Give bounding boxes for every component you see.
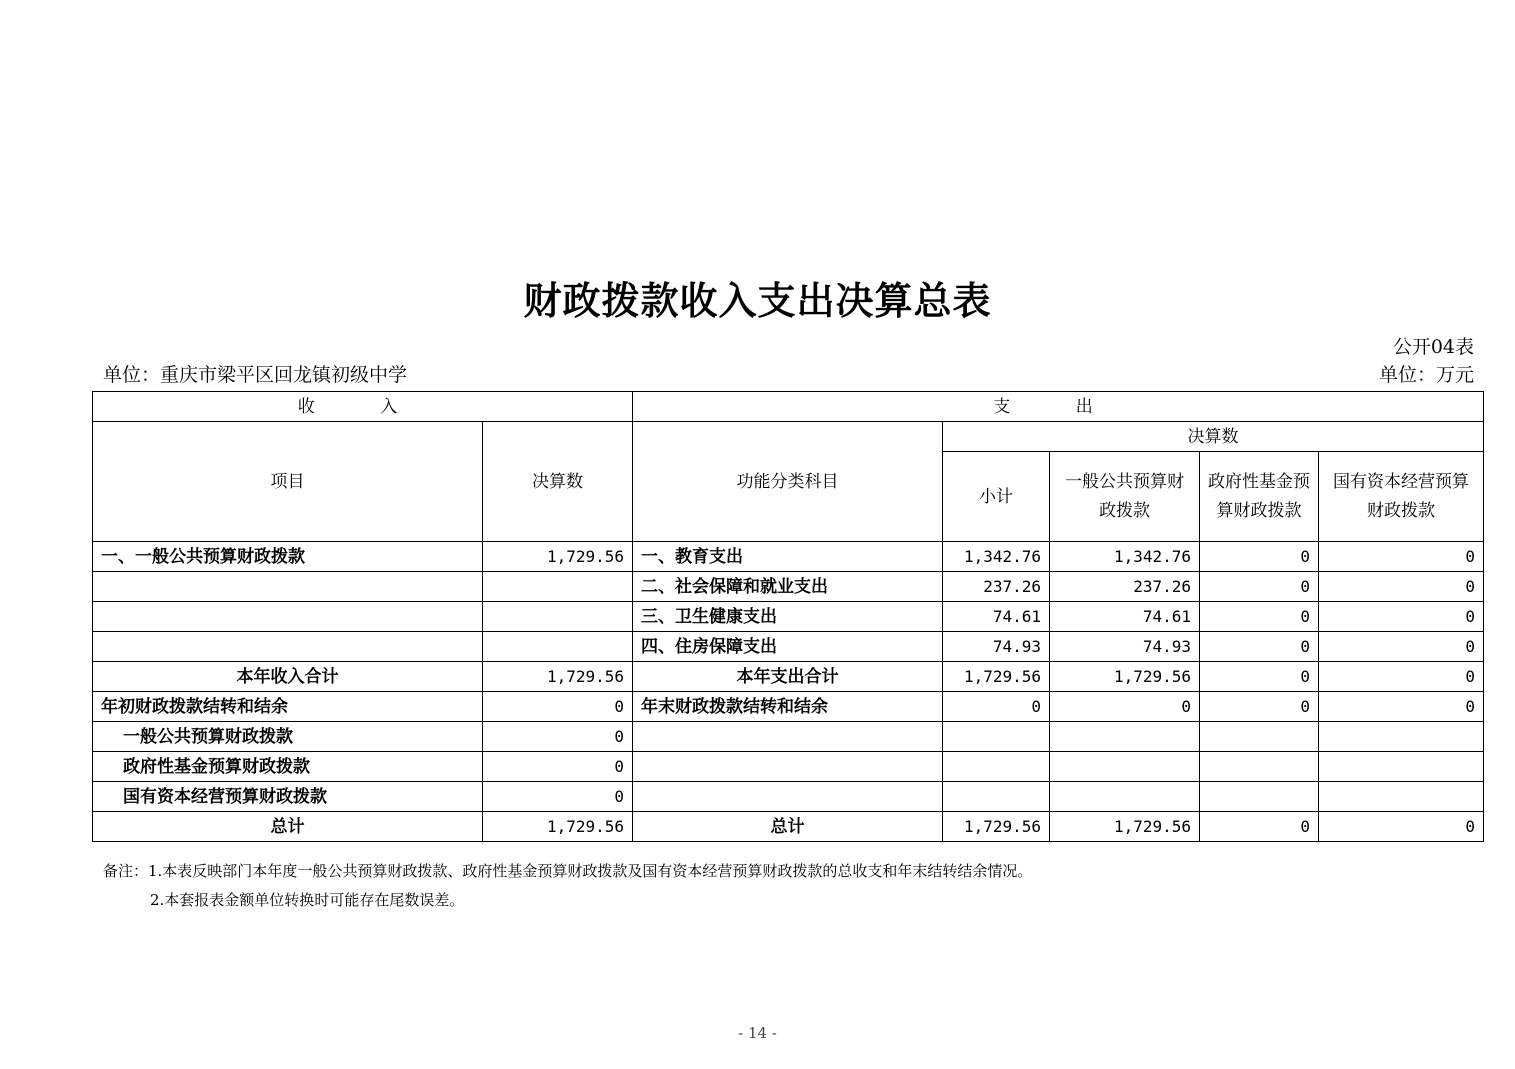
- amount-header: 决算数: [483, 422, 633, 542]
- expense-item: [633, 782, 943, 812]
- table-row: [93, 632, 1484, 662]
- expense-subtotal: 0: [943, 692, 1050, 722]
- income-amount: 1,729.56: [483, 542, 633, 572]
- expense-subtotal: 1,729.56: [943, 812, 1050, 842]
- expense-general: 74.93: [1050, 632, 1200, 662]
- expense-capital: 0: [1319, 662, 1484, 692]
- expense-capital: [1319, 722, 1484, 752]
- expense-subtotal: 1,342.76: [943, 542, 1050, 572]
- expense-capital: 0: [1319, 542, 1484, 572]
- income-item: [93, 602, 483, 632]
- expense-subtotal: [943, 752, 1050, 782]
- unit-currency: 单位：万元: [1378, 364, 1474, 386]
- expense-fund: [1200, 722, 1319, 752]
- item-header: 项目: [93, 422, 483, 542]
- income-item: [93, 572, 483, 602]
- expense-capital: 0: [1319, 692, 1484, 722]
- expense-subtotal: [943, 782, 1050, 812]
- income-item: 年初财政拨款结转和结余: [93, 692, 483, 722]
- expense-general: 74.61: [1050, 602, 1200, 632]
- expense-fund: 0: [1200, 602, 1319, 632]
- expense-subtotal: [943, 722, 1050, 752]
- unit-organization: 单位：重庆市梁平区回龙镇初级中学: [103, 364, 408, 386]
- notes: [103, 857, 1032, 915]
- expense-item: 一、教育支出: [633, 542, 943, 572]
- income-item: 一般公共预算财政拨款: [93, 722, 483, 752]
- table-row: [93, 752, 1484, 782]
- subtotal-header: 小计: [943, 452, 1050, 542]
- income-amount: 0: [483, 722, 633, 752]
- expense-capital: 0: [1319, 812, 1484, 842]
- expense-general: [1050, 782, 1200, 812]
- income-item: 一、一般公共预算财政拨款: [93, 542, 483, 572]
- header-row-1: [93, 392, 1484, 422]
- gov-fund-header: 政府性基金预算财政拨款: [1200, 452, 1319, 542]
- table-row: [93, 722, 1484, 752]
- expense-capital: 0: [1319, 572, 1484, 602]
- table-row-total: [93, 812, 1484, 842]
- income-item: [93, 632, 483, 662]
- note-2: 2.本套报表金额单位转换时可能存在尾数误差。: [150, 891, 465, 909]
- expense-capital: [1319, 782, 1484, 812]
- income-amount: 0: [483, 752, 633, 782]
- expense-fund: 0: [1200, 692, 1319, 722]
- expense-item: 总计: [633, 812, 943, 842]
- general-budget-header: 一般公共预算财政拨款: [1050, 452, 1200, 542]
- expense-subtotal: 237.26: [943, 572, 1050, 602]
- expense-fund: [1200, 782, 1319, 812]
- header-row-2: [93, 422, 1484, 452]
- expense-capital: 0: [1319, 632, 1484, 662]
- expense-item: [633, 752, 943, 782]
- income-amount: 1,729.56: [483, 662, 633, 692]
- expense-fund: 0: [1200, 812, 1319, 842]
- income-amount: 0: [483, 782, 633, 812]
- income-amount: [483, 602, 633, 632]
- income-amount: [483, 632, 633, 662]
- expense-subtotal: 74.93: [943, 632, 1050, 662]
- page-number: - 14 -: [738, 1024, 777, 1042]
- state-capital-header: 国有资本经营预算财政拨款: [1319, 452, 1484, 542]
- expense-item: 年末财政拨款结转和结余: [633, 692, 943, 722]
- expense-item: [633, 722, 943, 752]
- expense-general: 1,729.56: [1050, 662, 1200, 692]
- expense-capital: 0: [1319, 602, 1484, 632]
- table-row: [93, 782, 1484, 812]
- table-row: [93, 662, 1484, 692]
- income-item: 政府性基金预算财政拨款: [93, 752, 483, 782]
- income-item: 本年收入合计: [93, 662, 483, 692]
- expense-header: 支 出: [633, 392, 1484, 422]
- expense-fund: 0: [1200, 542, 1319, 572]
- note-1: 备注：1.本表反映部门本年度一般公共预算财政拨款、政府性基金预算财政拨款及国有资本经营预算财政拨款的总收支和年末结转结余情况。: [103, 862, 1033, 880]
- expense-item: 二、社会保障和就业支出: [633, 572, 943, 602]
- page-title: 财政拨款收入支出决算总表: [523, 278, 992, 323]
- expense-subtotal: 74.61: [943, 602, 1050, 632]
- expense-general: 0: [1050, 692, 1200, 722]
- expense-item: 本年支出合计: [633, 662, 943, 692]
- income-item: 总计: [93, 812, 483, 842]
- table-row: [93, 692, 1484, 722]
- expense-fund: [1200, 752, 1319, 782]
- func-class-header: 功能分类科目: [633, 422, 943, 542]
- expense-fund: 0: [1200, 632, 1319, 662]
- expense-fund: 0: [1200, 572, 1319, 602]
- form-number: 公开04表: [1392, 336, 1474, 358]
- expense-item: 四、住房保障支出: [633, 632, 943, 662]
- table-row: [93, 602, 1484, 632]
- table-row: [93, 542, 1484, 572]
- income-amount: [483, 572, 633, 602]
- expense-general: 1,729.56: [1050, 812, 1200, 842]
- expense-general: [1050, 752, 1200, 782]
- final-amount-header: 决算数: [943, 422, 1484, 452]
- expense-general: 237.26: [1050, 572, 1200, 602]
- expense-general: 1,342.76: [1050, 542, 1200, 572]
- expense-general: [1050, 722, 1200, 752]
- table-row: [93, 572, 1484, 602]
- income-header: 收 入: [93, 392, 633, 422]
- budget-summary-table: [92, 391, 1484, 842]
- expense-capital: [1319, 752, 1484, 782]
- income-item: 国有资本经营预算财政拨款: [93, 782, 483, 812]
- income-amount: 0: [483, 692, 633, 722]
- expense-subtotal: 1,729.56: [943, 662, 1050, 692]
- expense-item: 三、卫生健康支出: [633, 602, 943, 632]
- income-amount: 1,729.56: [483, 812, 633, 842]
- expense-fund: 0: [1200, 662, 1319, 692]
